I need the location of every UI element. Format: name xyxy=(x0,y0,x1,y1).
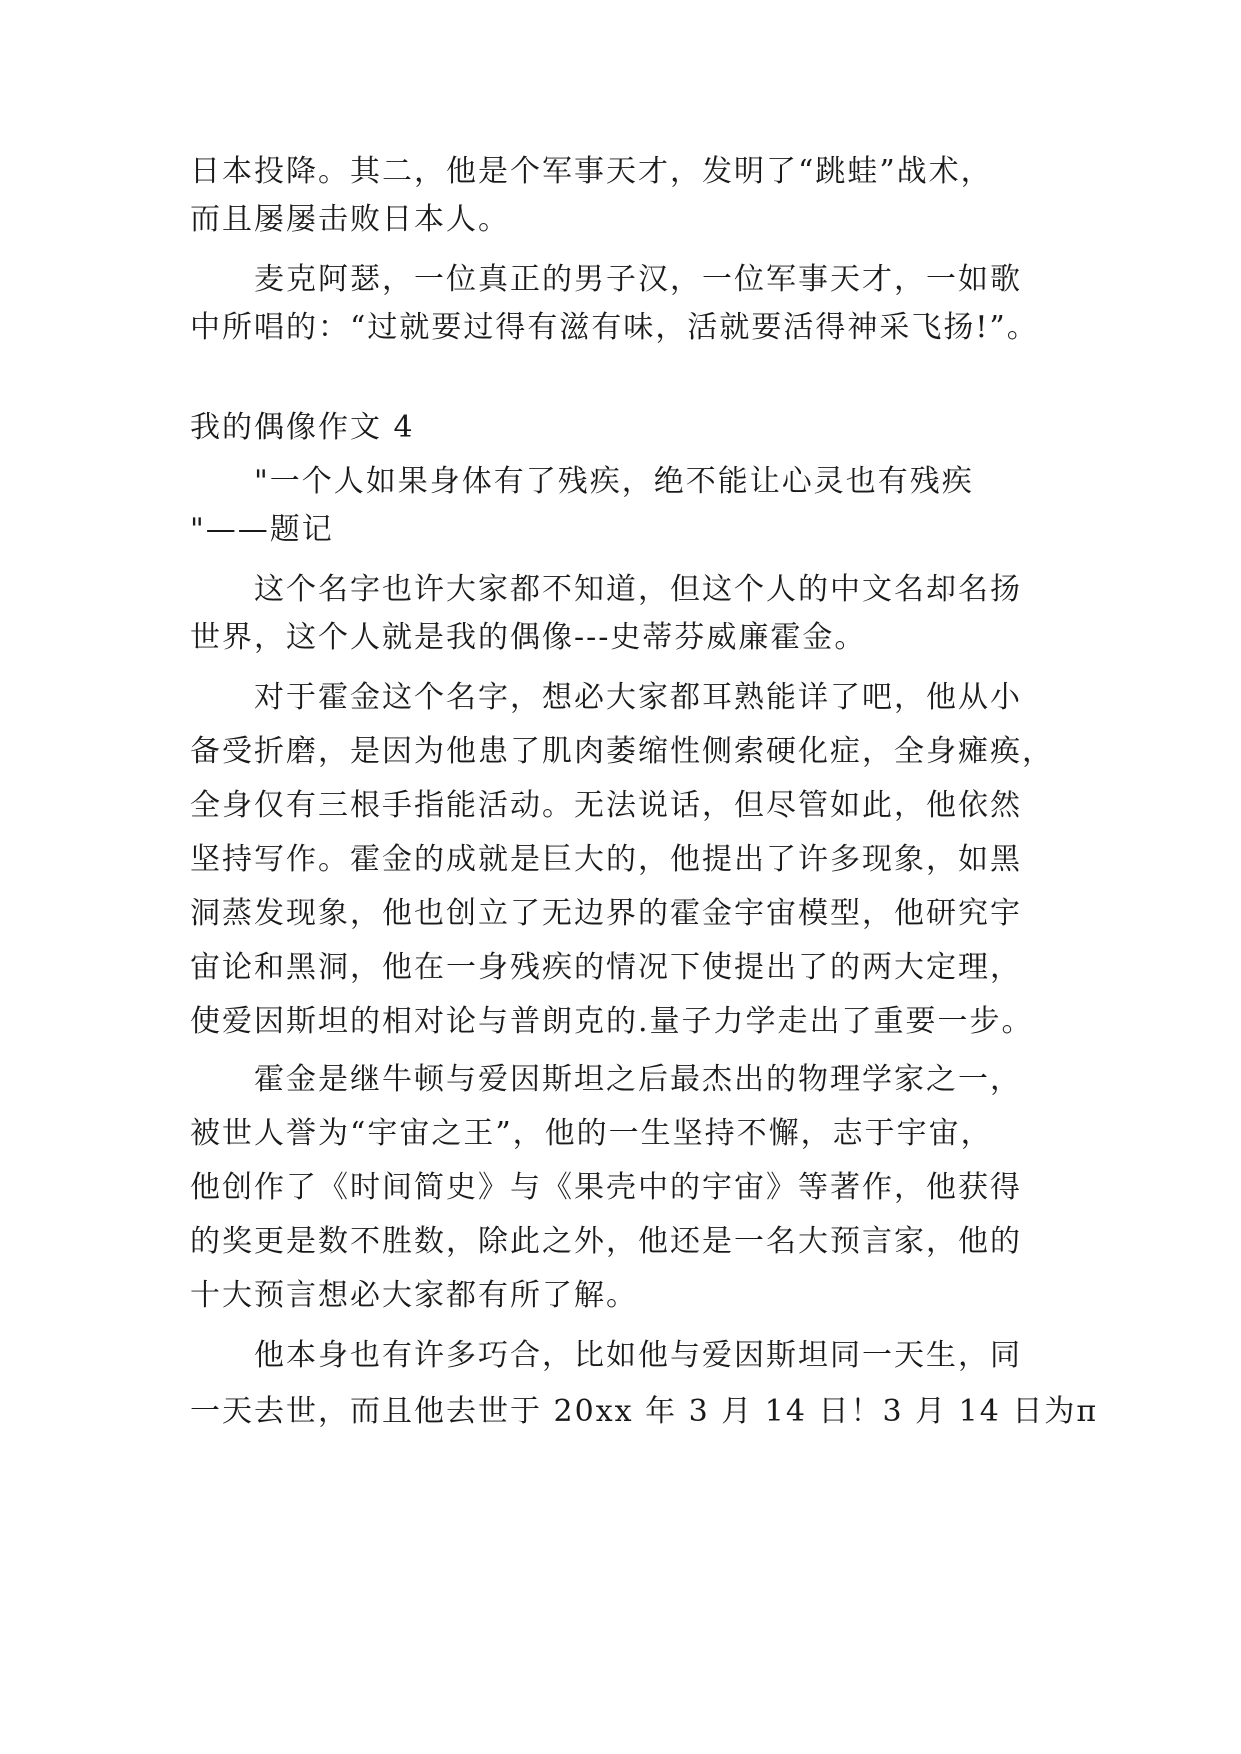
paragraph-line: 被世人誉为“宇宙之王”，他的一生坚持不懈，志于宇宙， xyxy=(190,1116,993,1151)
section-heading: 我的偶像作文 4 xyxy=(190,410,415,445)
paragraph-line: 的奖更是数不胜数，除此之外，他还是一名大预言家，他的 xyxy=(190,1224,1022,1259)
paragraph-line: 宙论和黑洞，他在一身残疾的情况下使提出了的两大定理， xyxy=(190,950,1022,985)
paragraph-line: 十大预言想必大家都有所了解。 xyxy=(190,1278,638,1313)
paragraph-line: 世界，这个人就是我的偶像---史蒂芬威廉霍金。 xyxy=(190,620,867,655)
paragraph-line: 日本投降。其二，他是个军事天才，发明了“跳蛙”战术， xyxy=(190,154,993,189)
paragraph-line: 而且屡屡击败日本人。 xyxy=(190,202,510,237)
epigraph-line: "——题记 xyxy=(190,512,334,547)
paragraph-line: 他本身也有许多巧合，比如他与爱因斯坦同一天生，同 xyxy=(254,1338,1022,1373)
paragraph-line: 中所唱的：“过就要过得有滋有味，活就要活得神采飞扬!”。 xyxy=(190,310,1039,345)
paragraph-line: 这个名字也许大家都不知道，但这个人的中文名却名扬 xyxy=(254,572,1022,607)
paragraph-line: 坚持写作。霍金的成就是巨大的，他提出了许多现象，如黑 xyxy=(190,842,1022,877)
paragraph-line: 备受折磨，是因为他患了肌肉萎缩性侧索硬化症，全身瘫痪， xyxy=(190,734,1054,769)
paragraph-line: 一天去世，而且他去世于 20xx 年 3 月 14 日！3 月 14 日为π xyxy=(190,1394,1099,1429)
paragraph-line: 麦克阿瑟，一位真正的男子汉，一位军事天才，一如歌 xyxy=(254,262,1022,297)
paragraph-line: 全身仅有三根手指能活动。无法说话，但尽管如此，他依然 xyxy=(190,788,1022,823)
epigraph-line: "一个人如果身体有了残疾，绝不能让心灵也有残疾 xyxy=(254,464,974,499)
paragraph-line: 洞蒸发现象，他也创立了无边界的霍金宇宙模型，他研究宇 xyxy=(190,896,1022,931)
paragraph-line: 他创作了《时间简史》与《果壳中的宇宙》等著作，他获得 xyxy=(190,1170,1022,1205)
paragraph-line: 霍金是继牛顿与爱因斯坦之后最杰出的物理学家之一， xyxy=(254,1062,1022,1097)
paragraph-line: 对于霍金这个名字，想必大家都耳熟能详了吧，他从小 xyxy=(254,680,1022,715)
paragraph-line: 使爱因斯坦的相对论与普朗克的.量子力学走出了重要一步。 xyxy=(190,1004,1034,1039)
